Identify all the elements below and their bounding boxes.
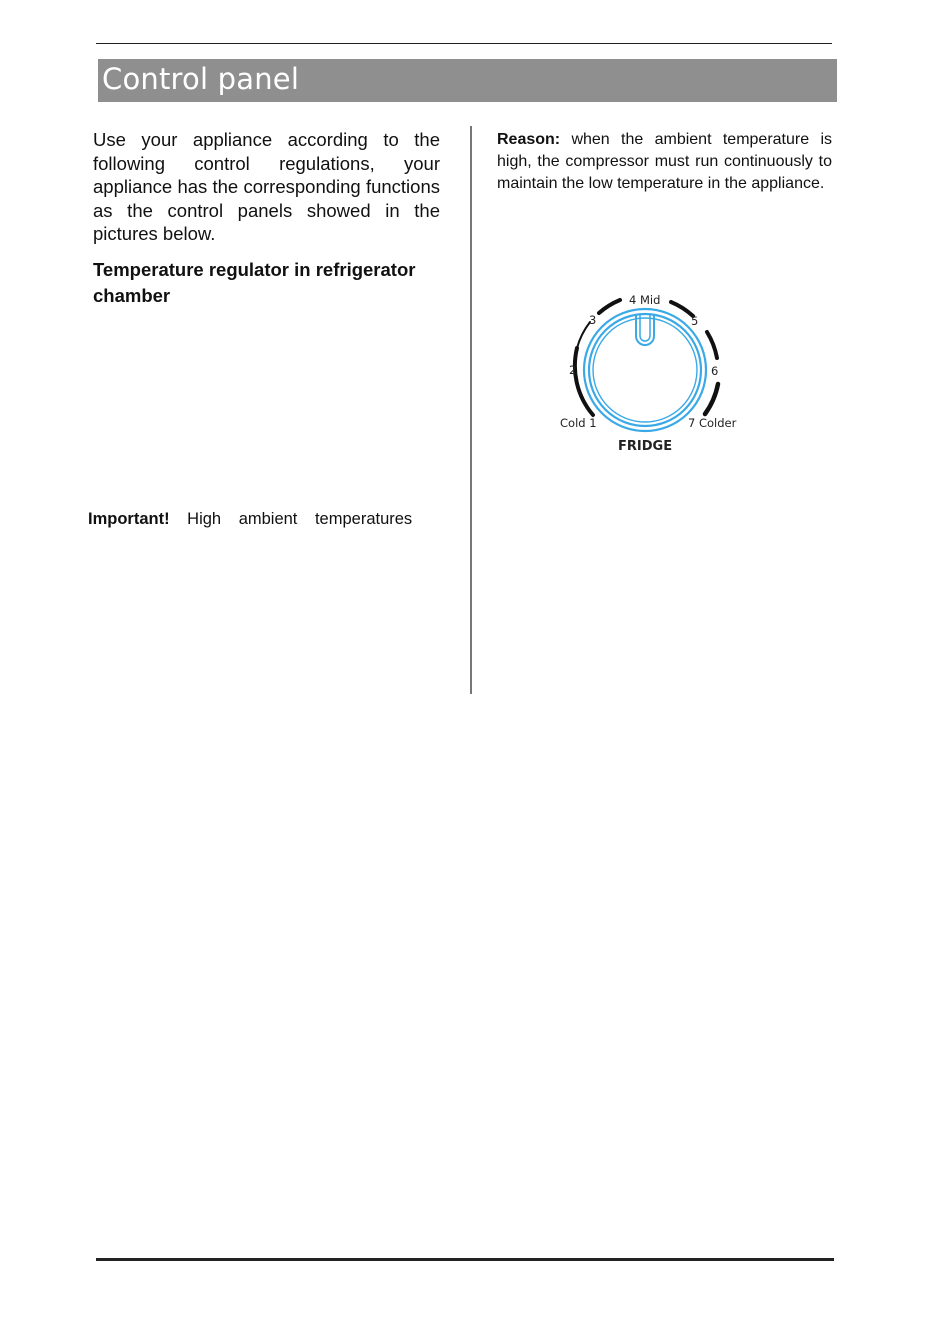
dial-label-6: 6	[711, 364, 719, 378]
important-note	[88, 509, 428, 529]
section-title: Control panel	[102, 62, 300, 96]
top-rule	[96, 43, 832, 44]
dial-label-4: 4 Mid	[629, 293, 661, 307]
important-label: Important!	[88, 510, 170, 528]
dial-label-3: 3	[589, 313, 597, 327]
dial-label-5: 5	[691, 314, 699, 328]
dial-label-7: 7 Colder	[688, 416, 737, 430]
dial-label-1: Cold 1	[560, 416, 597, 430]
column-divider	[470, 126, 472, 694]
fridge-temperature-dial[interactable]	[550, 286, 750, 461]
intro-paragraph: Use your appliance according to the following control regulations, your appliance has the corresponding functions as the control panels showed in the pictures below.	[93, 129, 440, 244]
dial-caption: FRIDGE	[618, 439, 673, 454]
important-text: High ambient temperatures	[187, 510, 413, 528]
bottom-rule	[96, 1258, 834, 1261]
dial-label-2: 2	[569, 363, 577, 377]
reason-paragraph	[497, 129, 832, 195]
regulator-heading: Temperature regulator in refrigerator chamber	[93, 259, 416, 306]
section-title-bar	[98, 59, 837, 102]
dial-knob	[584, 309, 706, 431]
reason-text: when the ambient temperature is high, the compressor must run continuously to maintain the low temperature in the appliance.	[497, 131, 832, 192]
reason-label: Reason:	[497, 131, 561, 148]
dial-graphic	[550, 286, 750, 461]
